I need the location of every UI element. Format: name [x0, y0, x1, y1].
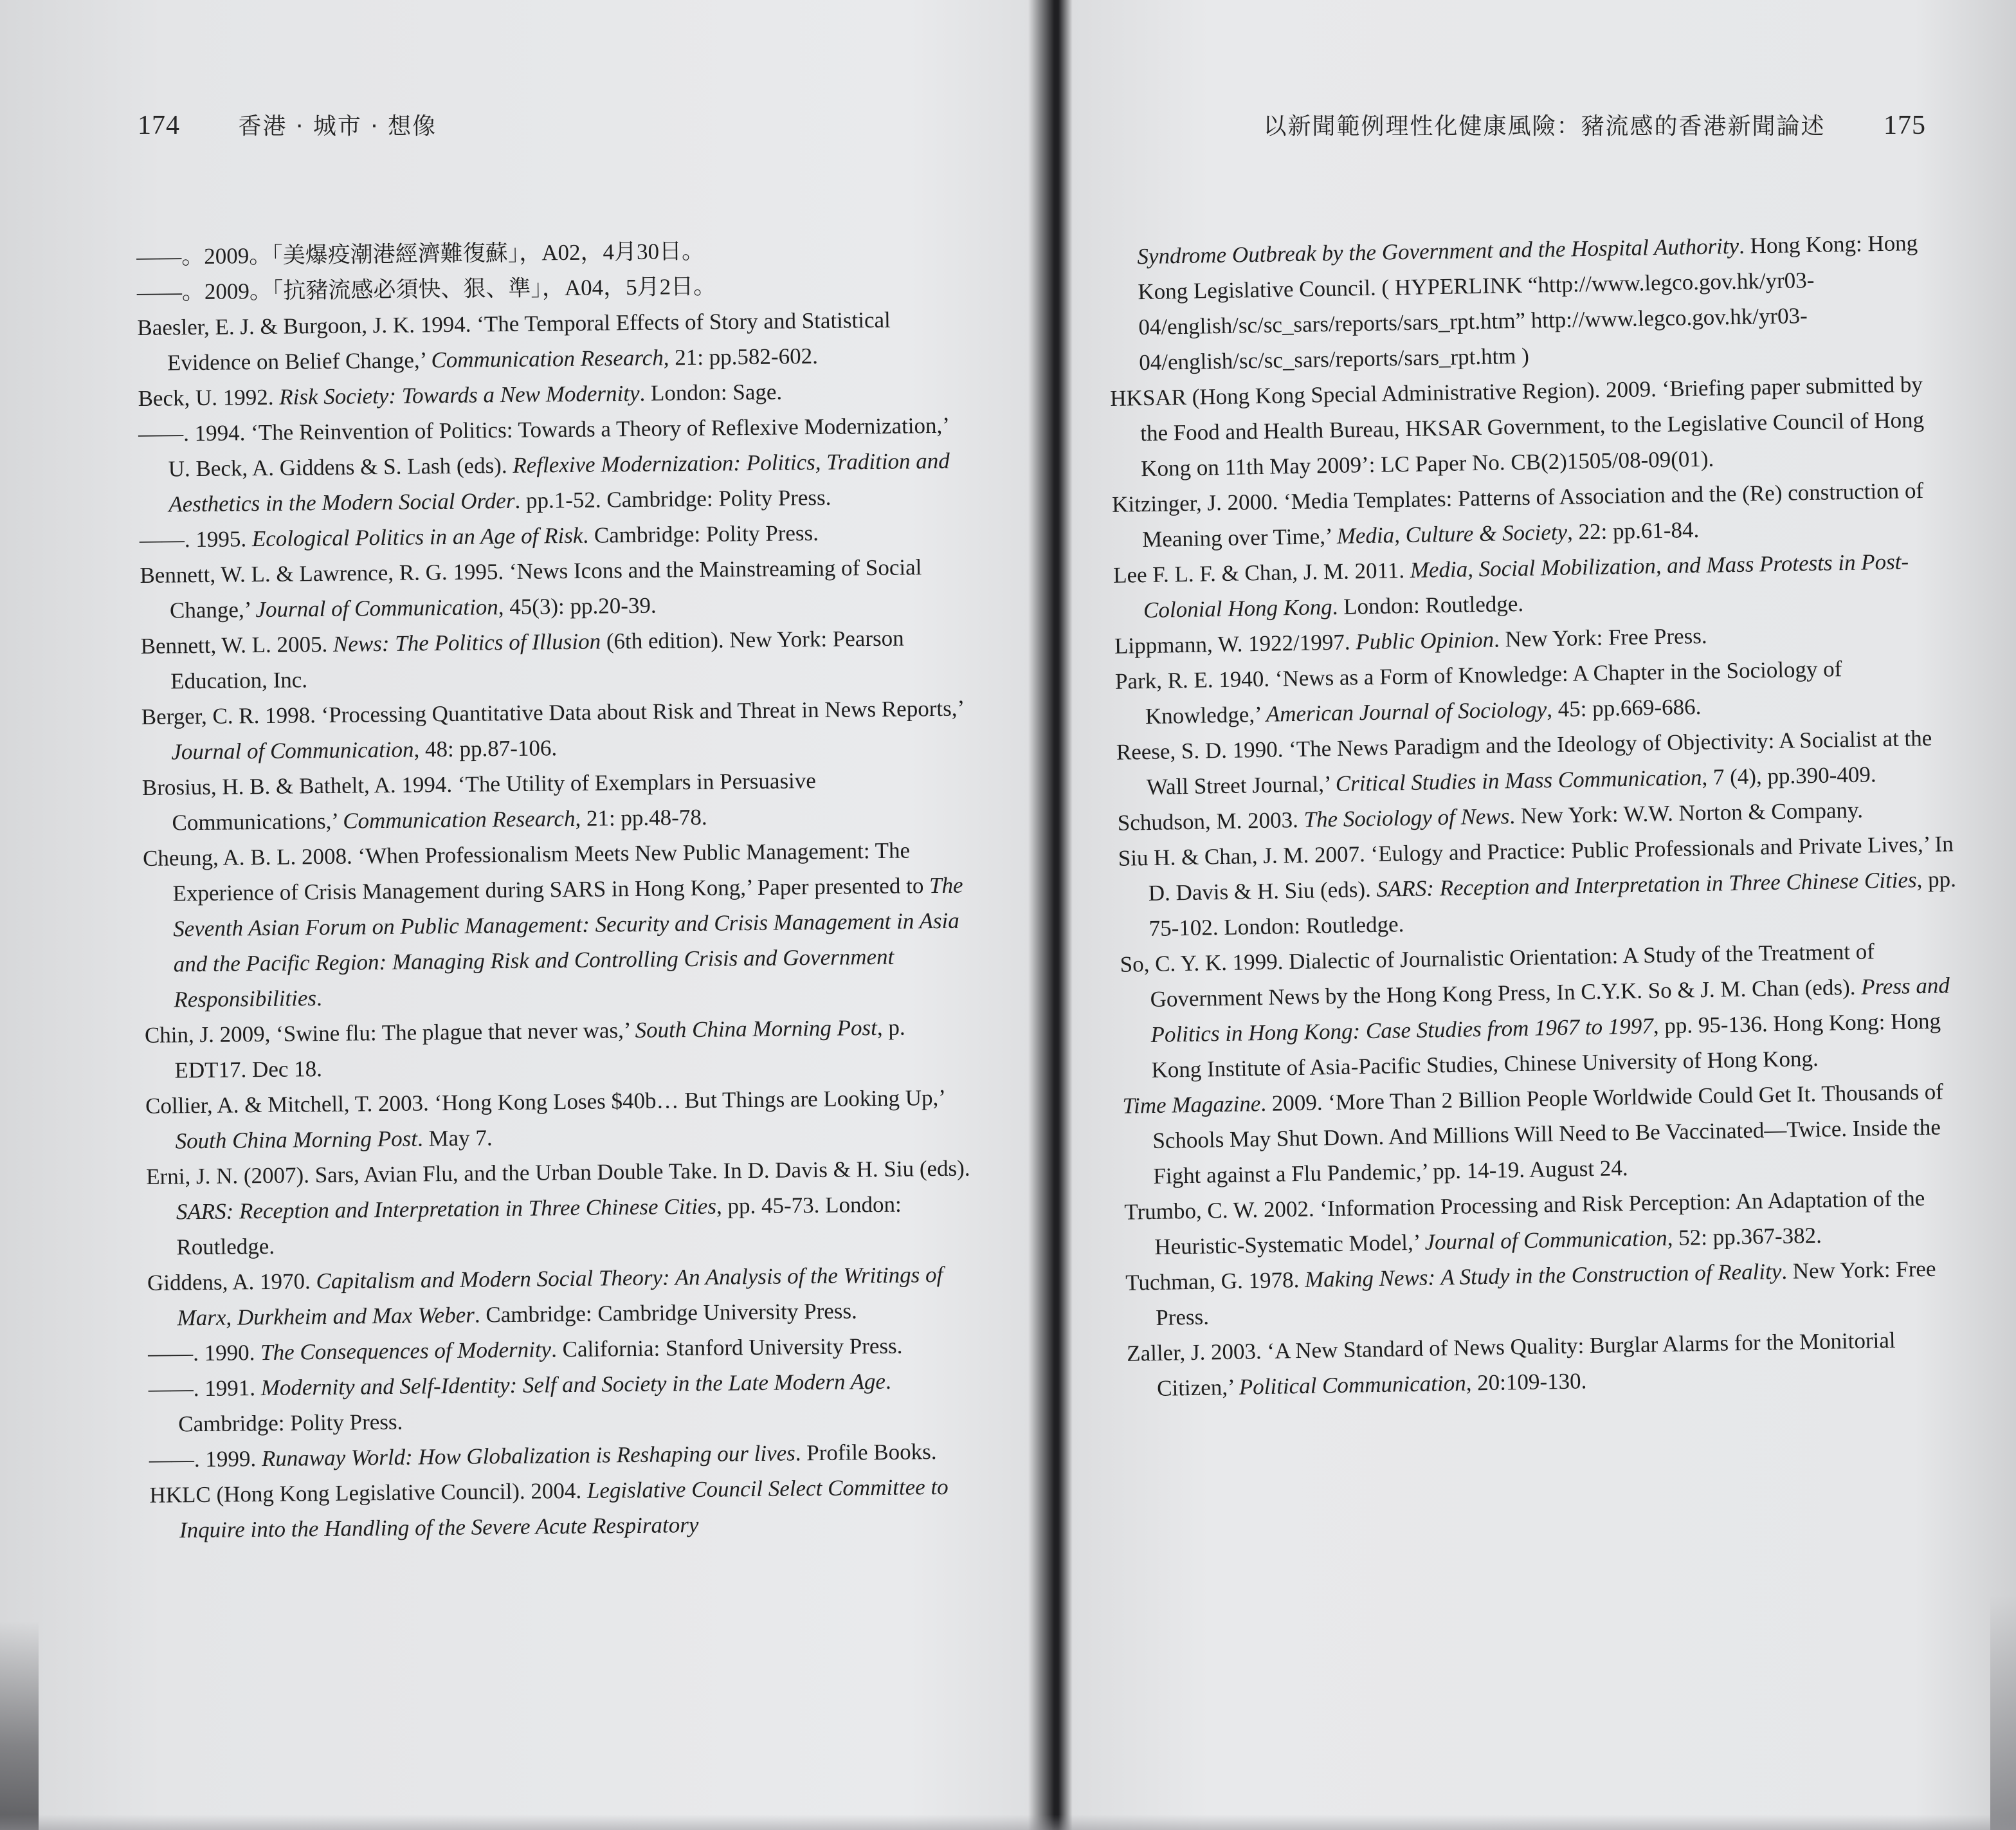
- reference-text: , 21: pp.582-602.: [663, 343, 819, 371]
- reference-text: , 45: pp.669-686.: [1546, 693, 1702, 722]
- reference-text: . New York: Free Press.: [1493, 623, 1707, 652]
- reference-text: Giddens, A. 1970.: [147, 1268, 316, 1295]
- reference-text: . California: Stanford University Press.: [550, 1333, 903, 1362]
- reference-italic-title: The Consequences of Modernity: [260, 1337, 552, 1366]
- reference-text: Tuchman, G. 1978.: [1125, 1267, 1305, 1295]
- right-running-title: 以新聞範例理性化健康風險：豬流感的香港新聞論述: [1263, 113, 1826, 140]
- reference-text: Kitzinger, J. 2000. ‘Media Templates: Patterns of Association and the (Re) construction of Meaning over Time,’: [1111, 477, 1924, 553]
- reference-text: ——. 1994. ‘The Reinvention of Politics: Towards a Theory of Reflexive Modernization,’ U. Beck, A. Giddens & S. Lash (eds).: [138, 412, 949, 482]
- reference-text: Zaller, J. 2003. ‘A New Standard of News Quality: Burglar Alarms for the Monitorial Citizen,’: [1126, 1327, 1896, 1401]
- left-running-head: [138, 108, 437, 141]
- reference-entry: [140, 549, 976, 628]
- reference-text: . pp.1-52. Cambridge: Polity Press.: [514, 484, 831, 513]
- reference-italic-title: Communication Research: [343, 805, 576, 834]
- reference-italic-title: Modernity and Self-Identity: Self and Society in the Late Modern Age: [260, 1368, 886, 1401]
- reference-italic-title: SARS: Reception and Interpretation in Three Chinese Cities: [1376, 867, 1917, 902]
- reference-entry: [141, 690, 977, 770]
- reference-entry: [1120, 932, 1961, 1088]
- reference-italic-title: Risk Society: Towards a New Modernity: [279, 380, 640, 410]
- reference-text: Bennett, W. L. & Lawrence, R. G. 1995. ‘News Icons and the Mainstreaming of Social Change,’: [140, 554, 922, 623]
- reference-entry: [143, 832, 981, 1018]
- reference-text: . Cambridge: Polity Press.: [178, 1368, 891, 1437]
- left-running-title: 香港 · 城市 · 想像: [238, 113, 437, 140]
- reference-text: , 52: pp.367-382.: [1667, 1222, 1822, 1251]
- right-page-number: 175: [1884, 111, 1926, 140]
- left-page-number: 174: [138, 111, 180, 140]
- reference-text: ——. 1990.: [147, 1340, 261, 1366]
- reference-italic-title: Ecological Politics in an Age of Risk: [251, 522, 583, 552]
- reference-text: Chin, J. 2009, ‘Swine flu: The plague that never was,’: [144, 1017, 635, 1048]
- reference-italic-title: South China Morning Post: [175, 1126, 418, 1154]
- reference-italic-title: Capitalism and Modern Social Theory: An Analysis of the Writings of Marx, Durkheim and Max Weber: [177, 1261, 943, 1331]
- reference-entry: [1127, 1321, 1967, 1407]
- page-edge-shadow: [1990, 1595, 2016, 1830]
- reference-text: Siu H. & Chan, J. M. 2007. ‘Eulogy and Practice: Public Professionals and Private Lives,’ In D. Davis & H. Siu (eds).: [1118, 831, 1954, 906]
- reference-text: Schudson, M. 2003.: [1117, 807, 1304, 836]
- page-bottom-edge: [0, 1815, 2016, 1830]
- reference-italic-title: SARS: Reception and Interpretation in Three Chinese Cities: [176, 1193, 717, 1225]
- reference-text: Berger, C. R. 1998. ‘Processing Quantitative Data about Risk and Threat in News Reports,’: [141, 695, 963, 729]
- reference-italic-title: American Journal of Sociology: [1266, 697, 1547, 727]
- reference-text: . New York: Free Press.: [1155, 1256, 1936, 1330]
- reference-entry: [1118, 826, 1959, 947]
- reference-text: , 45(3): pp.20-39.: [498, 592, 657, 620]
- reference-text: Brosius, H. B. & Bathelt, A. 1994. ‘The Utility of Exemplars in Persuasive Communications,’: [141, 767, 817, 836]
- reference-italic-title: The Sociology of News: [1303, 803, 1510, 832]
- reference-italic-title: News: The Politics of Illusion: [332, 628, 601, 657]
- reference-italic-title: Press and Politics in Hong Kong: Case Studies from 1967 to 1997: [1150, 973, 1950, 1048]
- reference-text: .: [316, 985, 322, 1011]
- reference-entry: [140, 619, 977, 699]
- thumb-shadow: [0, 1621, 39, 1830]
- right-page: [1061, 0, 2016, 1830]
- reference-text: . 2009. ‘More Than 2 Billion People Worldwide Could Get It. Thousands of Schools May Shut Down. And Millions Will Need to Be Vaccinated—Twice. Inside the Fight against a Flu Pandemic,’ pp. 14-19. August 24.: [1152, 1079, 1944, 1189]
- reference-text: Bennett, W. L. 2005.: [140, 631, 334, 659]
- reference-text: , p. EDT17. Dec 18.: [174, 1014, 905, 1083]
- reference-text: . Hong Kong: Hong Kong Legislative Council. ( HYPERLINK “http://www.legco.gov.hk/yr03-04/english/sc/sc_sars/reports/sars_rpt.htm” http://www.legco.gov.hk/yr03-04/english/sc/sc_sars/reports/sars_rpt.htm ): [1138, 230, 1918, 376]
- reference-text: , 20:109-130.: [1466, 1368, 1587, 1396]
- reference-text: Lee F. L. F. & Chan, J. M. 2011.: [1112, 557, 1411, 588]
- reference-text: , 21: pp.48-78.: [575, 804, 707, 831]
- reference-text: , pp. 45-73. London: Routledge.: [176, 1191, 902, 1260]
- reference-entry: [146, 1150, 983, 1265]
- reference-text: Beck, U. 1992.: [138, 384, 280, 411]
- reference-text: , pp. 75-102. London: Routledge.: [1149, 866, 1957, 942]
- reference-italic-title: Public Opinion: [1355, 627, 1494, 655]
- reference-text: Trumbo, C. W. 2002. ‘Information Processing and Risk Perception: An Adaptation of the Heuristic-Systematic Model,’: [1124, 1185, 1925, 1259]
- reference-text: Reese, S. D. 1990. ‘The News Paradigm and the Ideology of Objectivity: A Socialist at the Wall Street Journal,’: [1116, 725, 1932, 800]
- reference-italic-title: Syndrome Outbreak by the Government and the Hospital Authority: [1137, 233, 1739, 270]
- reference-text: . Profile Books.: [795, 1439, 937, 1466]
- reference-text: . Cambridge: Cambridge University Press.: [474, 1298, 857, 1328]
- reference-italic-title: Media, Social Mobilization, and Mass Protests in Post-Colonial Hong Kong: [1143, 549, 1909, 623]
- reference-italic-title: Journal of Communication: [255, 594, 498, 623]
- reference-text: , pp. 95-136. Hong Kong: Hong Kong Institute of Asia-Pacific Studies, Chinese University of Hong Kong.: [1151, 1008, 1941, 1083]
- reference-italic-title: Making News: A Study in the Construction of Reality: [1304, 1258, 1782, 1292]
- reference-italic-title: Media, Culture & Society: [1336, 519, 1568, 549]
- reference-text: ——。2009。「美爆疫潮港經濟難復蘇」，A02，4月30日。: [136, 238, 705, 270]
- reference-text: So, C. Y. K. 1999. Dialectic of Journalistic Orientation: A Study of the Treatment of Government News by the Hong Kong Press, In C.Y.K. So & J. M. Chan (eds).: [1120, 938, 1875, 1012]
- reference-italic-title: South China Morning Post: [635, 1015, 878, 1043]
- reference-text: . London: Routledge.: [1332, 590, 1524, 619]
- reference-entry: [147, 1256, 984, 1336]
- reference-italic-title: Journal of Communication: [171, 737, 414, 765]
- reference-text: , 48: pp.87-106.: [413, 735, 558, 762]
- reference-italic-title: Political Communication: [1239, 1370, 1467, 1400]
- reference-text: ——. 1999.: [149, 1446, 262, 1472]
- reference-text: (6th edition). New York: Pearson Education, Inc.: [170, 625, 904, 694]
- reference-entry: [142, 761, 979, 841]
- reference-entry: [138, 407, 976, 522]
- reference-italic-title: The Seventh Asian Forum on Public Management: Security and Crisis Management in Asia and the Pacific Region: Managing Risk and Controlling Crisis and Government Responsibilities: [173, 872, 963, 1012]
- reference-italic-title: Critical Studies in Mass Communication: [1335, 764, 1702, 796]
- right-running-head: [1263, 108, 1926, 141]
- reference-italic-title: Time Magazine: [1122, 1091, 1261, 1119]
- reference-text: Baesler, E. J. & Burgoon, J. K. 1994. ‘The Temporal Effects of Story and Statistical Evidence on Belief Change,’: [137, 307, 891, 376]
- reference-text: . London: Sage.: [639, 379, 783, 406]
- reference-text: ——. 1995.: [139, 526, 253, 553]
- reference-entry: [1110, 366, 1951, 487]
- reference-text: HKSAR (Hong Kong Special Administrative Region). 2009. ‘Briefing paper submitted by the Food and Health Bureau, HKSAR Government, to the Legislative Council of Hong Kong on 11th May 2009’: LC Paper No. CB(2)1505/08-09(01).: [1109, 371, 1925, 482]
- reference-entry: [145, 1079, 982, 1159]
- reference-entry: [1122, 1074, 1963, 1194]
- reference-italic-title: Reflexive Modernization: Politics, Tradition and Aesthetics in the Modern Social Order: [168, 448, 950, 517]
- reference-entry: [137, 301, 974, 381]
- reference-text: , 7 (4), pp.390-409.: [1702, 762, 1876, 790]
- reference-italic-title: Communication Research: [431, 345, 664, 373]
- reference-text: , 22: pp.61-84.: [1566, 517, 1700, 545]
- reference-entry: [149, 1469, 986, 1548]
- reference-text: . May 7.: [417, 1125, 493, 1151]
- reference-text: HKLC (Hong Kong Legislative Council). 2004.: [149, 1478, 588, 1508]
- reference-italic-title: Runaway World: How Globalization is Reshaping our lives: [261, 1440, 795, 1472]
- reference-entry: [148, 1362, 985, 1442]
- reference-text: ——. 1991.: [148, 1375, 261, 1402]
- reference-text: Erni, J. N. (2007). Sars, Avian Flu, and the Urban Double Take. In D. Davis & H. Siu (eds).: [146, 1155, 970, 1189]
- reference-text: Cheung, A. B. L. 2008. ‘When Professionalism Meets New Public Management: The Experience of Crisis Management during SARS in Hong Kong,’ Paper presented to: [142, 837, 930, 906]
- reference-entry-continued: [1107, 224, 1949, 381]
- left-reference-list: [136, 230, 986, 1548]
- reference-text: . New York: W.W. Norton & Company.: [1509, 797, 1864, 829]
- reference-text: Collier, A. & Mitchell, T. 2003. ‘Hong Kong Loses $40b… But Things are Looking Up,’: [145, 1084, 945, 1119]
- reference-text: Lippmann, W. 1922/1997.: [1114, 629, 1356, 659]
- reference-italic-title: Legislative Council Select Committee to Inquire into the Handling of the Severe Acute Respiratory: [179, 1474, 949, 1543]
- reference-entry: [145, 1009, 981, 1088]
- reference-text: ——。2009。「抗豬流感必須快、狠、準」，A04，5月2日。: [136, 273, 716, 305]
- reference-text: . Cambridge: Polity Press.: [583, 520, 819, 548]
- reference-text: Park, R. E. 1940. ‘News as a Form of Knowledge: A Chapter in the Sociology of Knowledge,’: [1114, 656, 1842, 729]
- right-reference-list: [1107, 224, 1966, 1406]
- reference-italic-title: Journal of Communication: [1424, 1225, 1668, 1255]
